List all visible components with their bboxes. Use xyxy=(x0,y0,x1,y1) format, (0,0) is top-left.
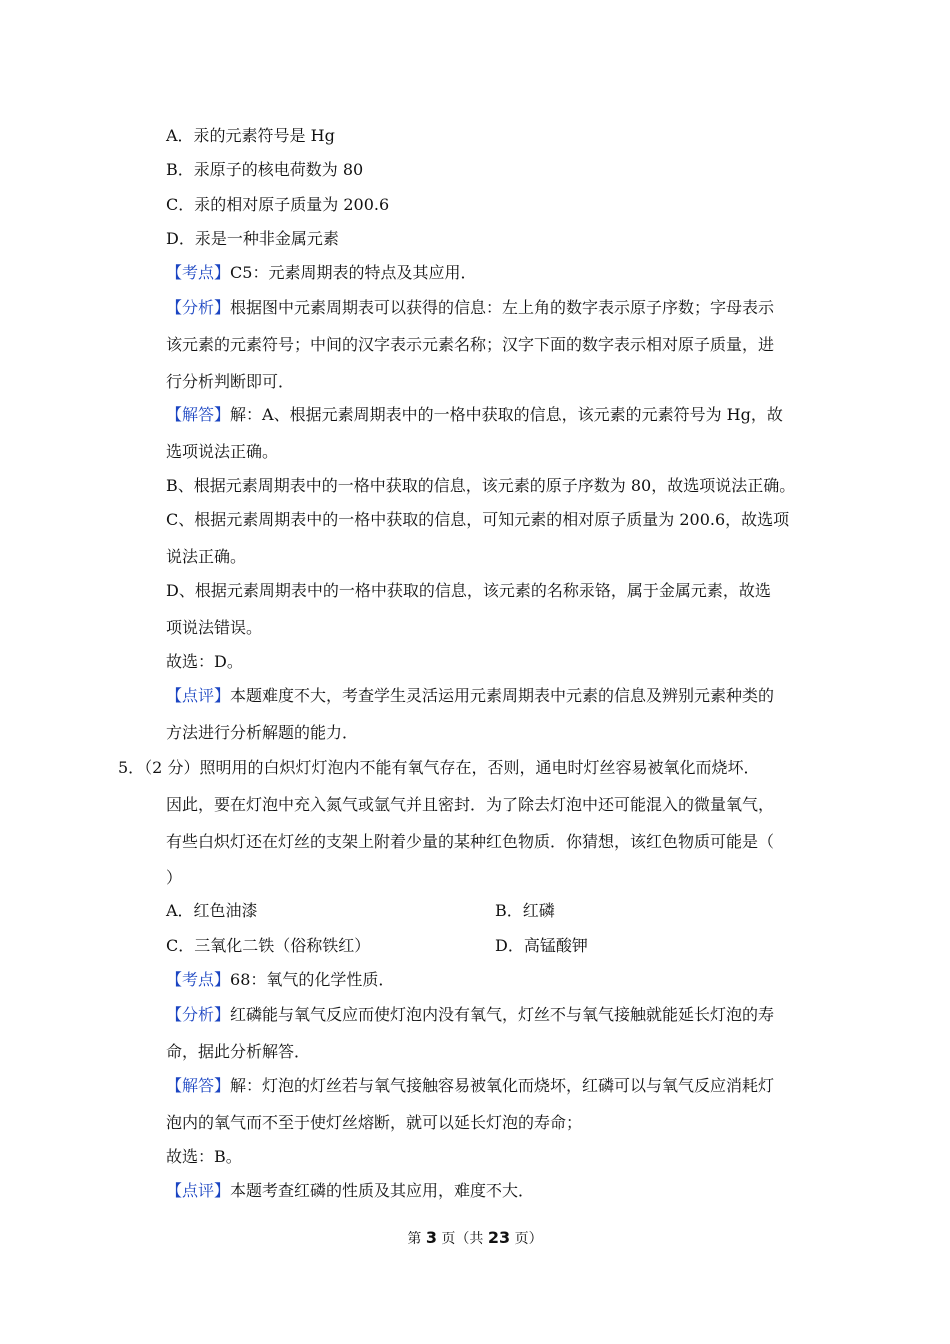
page-footer xyxy=(0,1228,950,1249)
fenxi-text: 根据图中元素周期表可以获得的信息：左上角的数字表示原子序数；字母表示 xyxy=(230,298,775,317)
q5-dianping xyxy=(166,1181,534,1201)
jieda-tag: 【解答】 xyxy=(166,1076,231,1095)
q4-jieda-line4: C、根据元素周期表中的一格中获取的信息，可知元素的相对原子质量为 200.6，故选项 xyxy=(166,510,790,529)
q5-stem-line3: 有些白炽灯还在灯丝的支架上附着少量的某种红色物质．你猜想，该红色物质可能是（ xyxy=(166,832,775,851)
kaodian-tag: 【考点】 xyxy=(166,263,231,282)
q5-jieda-line2: 泡内的氧气而不至于使灯丝熔断，就可以延长灯泡的寿命； xyxy=(166,1113,583,1132)
dianping-tag: 【点评】 xyxy=(166,686,231,705)
q4-dianping-line1 xyxy=(166,686,774,706)
q5-option-a: A．红色油漆 xyxy=(166,901,258,920)
dianping-text: 本题考查红磷的性质及其应用，难度不大． xyxy=(230,1181,535,1200)
q5-kaodian xyxy=(166,970,394,990)
kaodian-text: C5：元素周期表的特点及其应用． xyxy=(230,263,477,282)
dianping-text: 本题难度不大，考查学生灵活运用元素周期表中元素的信息及辨别元素种类的 xyxy=(230,686,775,705)
footer-suffix: 页） xyxy=(510,1231,543,1247)
footer-middle: 页（共 xyxy=(436,1231,488,1247)
q4-fenxi-line1 xyxy=(166,298,774,318)
kaodian-text: 68：氧气的化学性质． xyxy=(230,970,395,989)
q4-kaodian xyxy=(166,263,476,283)
q4-jieda-line1 xyxy=(166,405,783,425)
fenxi-tag: 【分析】 xyxy=(166,298,231,317)
fenxi-tag: 【分析】 xyxy=(166,1005,231,1024)
q4-jieda-line5: 说法正确。 xyxy=(166,547,247,566)
q4-option-a: A．汞的元素符号是 Hg xyxy=(166,126,335,145)
q4-jieda-line2: 选项说法正确。 xyxy=(166,442,279,461)
q5-stem-line1: 5．（2 分）照明用的白炽灯灯泡内不能有氧气存在，否则，通电时灯丝容易被氧化而烧坏． xyxy=(118,758,760,777)
q4-jieda-line8: 故选：D。 xyxy=(166,652,243,671)
q5-jieda-line1 xyxy=(166,1076,774,1096)
fenxi-text: 红磷能与氧气反应而使灯泡内没有氧气，灯丝不与氧气接触就能延长灯泡的寿 xyxy=(230,1005,775,1024)
jieda-tag: 【解答】 xyxy=(166,405,231,424)
q5-option-d: D．高锰酸钾 xyxy=(495,936,588,955)
q5-jieda-line3: 故选：B。 xyxy=(166,1147,242,1166)
q4-option-c: C．汞的相对原子质量为 200.6 xyxy=(166,195,390,214)
q4-jieda-line7: 项说法错误。 xyxy=(166,618,263,637)
q4-jieda-line6: D、根据元素周期表中的一格中获取的信息，该元素的名称汞铬，属于金属元素，故选 xyxy=(166,581,771,600)
q5-stem-line4: ） xyxy=(166,868,183,887)
q5-stem-line2: 因此，要在灯泡中充入氮气或氩气并且密封．为了除去灯泡中还可能混入的微量氧气， xyxy=(166,795,775,814)
q5-fenxi-line1 xyxy=(166,1005,774,1025)
q4-option-b: B．汞原子的核电荷数为 80 xyxy=(166,160,364,179)
q4-fenxi-line3: 行分析判断即可． xyxy=(166,372,295,391)
dianping-tag: 【点评】 xyxy=(166,1181,231,1200)
jieda-text: 解：A、根据元素周期表中的一格中获取的信息，该元素的元素符号为 Hg，故 xyxy=(230,405,783,424)
q5-option-c: C．三氧化二铁（俗称铁红） xyxy=(166,936,371,955)
q4-option-d: D．汞是一种非金属元素 xyxy=(166,229,339,248)
q4-dianping-line2: 方法进行分析解题的能力． xyxy=(166,723,359,742)
kaodian-tag: 【考点】 xyxy=(166,970,231,989)
footer-prefix: 第 xyxy=(407,1231,426,1247)
page-total: 23 xyxy=(487,1228,511,1247)
page-number: 3 xyxy=(425,1228,437,1247)
jieda-text: 解：灯泡的灯丝若与氧气接触容易被氧化而烧坏，红磷可以与氧气反应消耗灯 xyxy=(230,1076,775,1095)
q4-fenxi-line2: 该元素的元素符号；中间的汉字表示元素名称；汉字下面的数字表示相对原子质量，进 xyxy=(166,335,775,354)
q4-jieda-line3: B、根据元素周期表中的一格中获取的信息，该元素的原子序数为 80，故选项说法正确。 xyxy=(166,476,796,495)
q5-fenxi-line2: 命，据此分析解答． xyxy=(166,1042,311,1061)
q5-option-b: B．红磷 xyxy=(495,901,555,920)
